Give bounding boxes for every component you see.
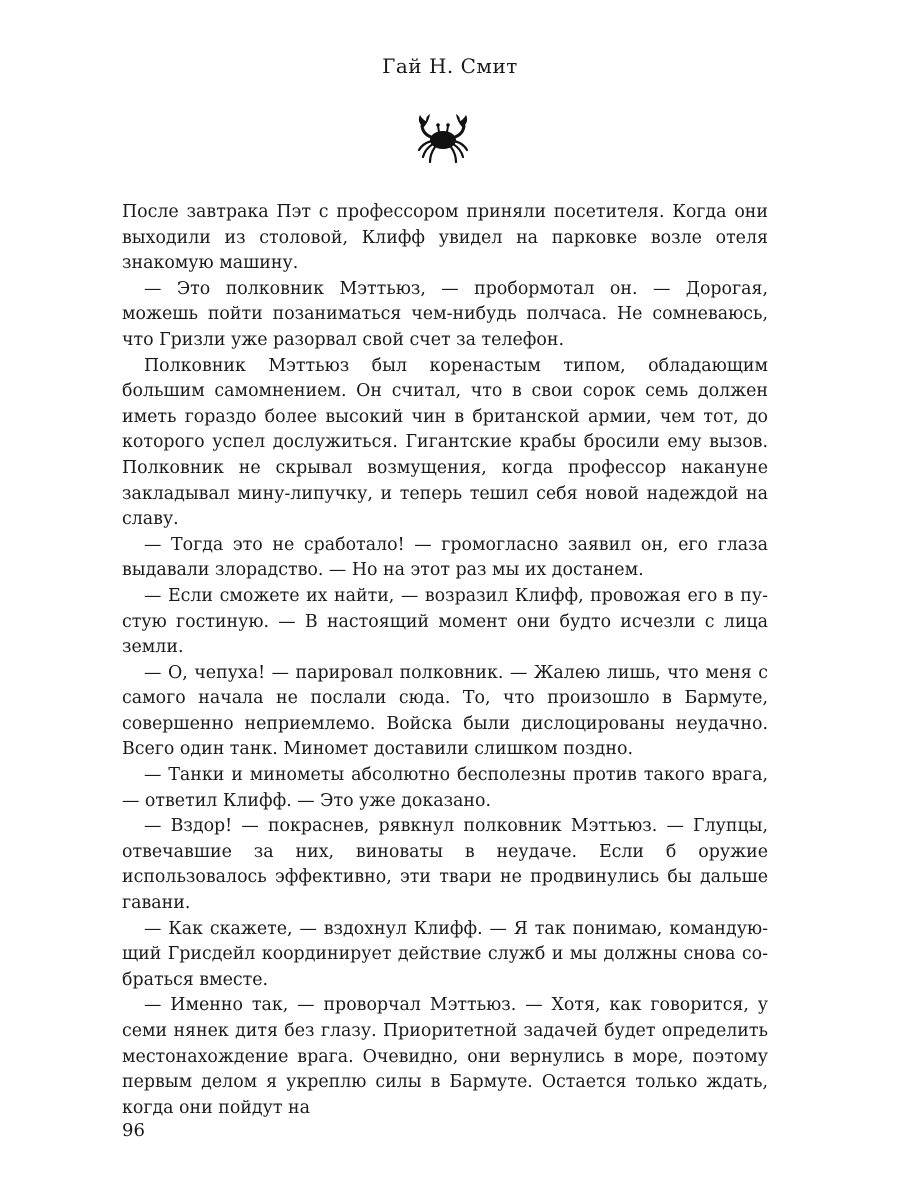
paragraph-8: — Вздор! — покраснев, рявкнул полковник Мэттьюз. — Глупцы, отвечавшие за них, виноваты в неудаче. Если б оружие использовалось эффективно, эти твари не продвинулись бы дальше гавани. bbox=[122, 816, 768, 914]
crab-icon bbox=[414, 112, 472, 164]
paragraph-1: После завтрака Пэт с профессором приняли посетителя. Когда они выходили из столовой, Клифф увидел на парковке возле отеля знакомую машину. bbox=[122, 202, 768, 274]
paragraph-10: — Именно так, — проворчал Мэттьюз. — Хотя, как говорится, у семи нянек дитя без глазу. Приоритетной задачей будет определить местонахождение врага. Очевидно, они вернулись в море, поэтому первым делом я укреплю силы в Бармуте. Остается только ждать, когда они пойдут на bbox=[122, 995, 768, 1118]
paragraph-7: — Танки и минометы абсолютно бесполезны против такого врага, — ответил Клифф. — Это уже доказано. bbox=[122, 765, 768, 811]
body-text bbox=[122, 200, 768, 1121]
running-title: Гай Н. Смит bbox=[382, 54, 518, 78]
paragraph-4: — Тогда это не сработало! — громогласно заявил он, его глаза выдавали злорадство. — Но на этот раз мы их достанем. bbox=[122, 534, 768, 581]
page-number: 96 bbox=[122, 1120, 145, 1141]
paragraph-6: — О, чепуха! — парировал полковник. — Жалею лишь, что меня с самого начала не послали сюда. То, что произошло в Бармуте, совершенно неприемлемо. Войска были дислоцированы неудачно. Всего один танк. Миномет доставили слишком поздно. bbox=[122, 662, 768, 760]
paragraph-2: — Это полковник Мэттьюз, — пробормотал он. — Дорогая, можешь пойти позаниматься чем-нибудь полчаса. Не сомневаюсь, что Гризли уже разорвал свой счет за телефон. bbox=[122, 278, 768, 350]
paragraph-5: — Если сможете их найти, — возразил Клифф, провожая его в пустую гостиную. — В настоящий момент они будто исчезли с лица земли. bbox=[122, 585, 768, 658]
paragraph-3: Полковник Мэттьюз был коренастым типом, обладающим большим самомнением. Он считал, что в свои сорок семь должен иметь гораздо более высокий чин в британской армии, чем тот, до которого успел дослужиться. Гигантские крабы бросили ему вызов. Полковник не скрывал возмущения, когда профессор накануне закладывал мину-липучку, и теперь тешил себя новой надеждой на славу. bbox=[122, 355, 768, 530]
paragraph-9: — Как скажете, — вздохнул Клифф. — Я так понимаю, командующий Грисдейл координирует действие служб и мы должны снова собраться вместе. bbox=[122, 918, 768, 990]
